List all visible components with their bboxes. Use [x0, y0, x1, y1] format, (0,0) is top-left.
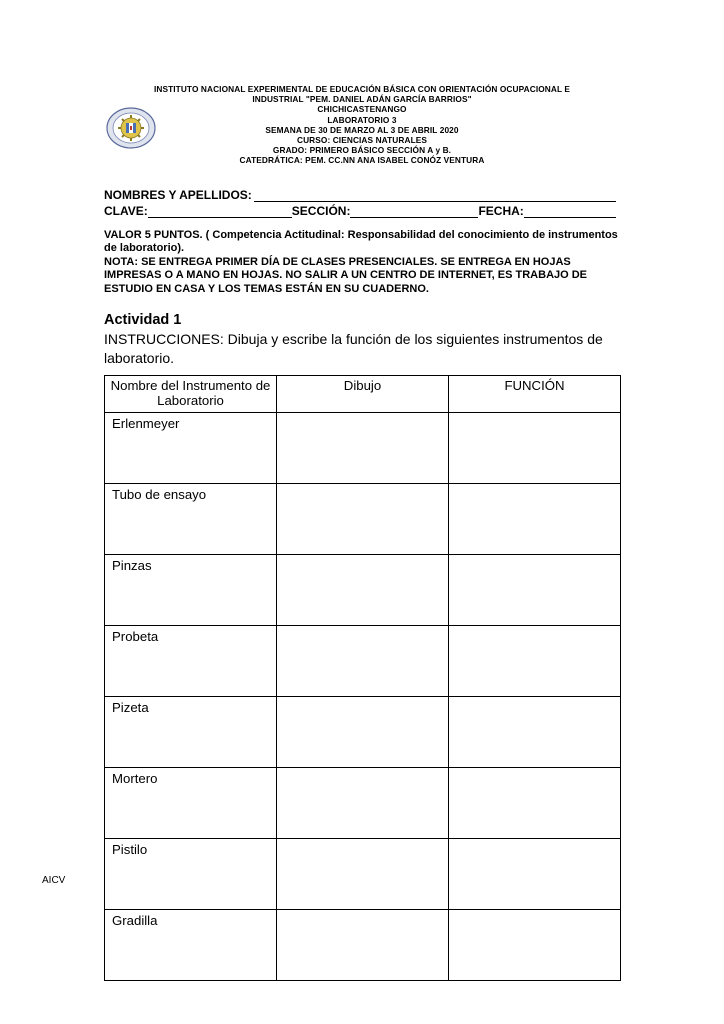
header-line-course: CURSO: CIENCIAS NATURALES: [296, 135, 428, 146]
table-row: [105, 768, 621, 839]
student-fields: [104, 186, 616, 218]
header-name: Nombre del Instrumento de Laboratorio: [105, 376, 277, 413]
clave-blank[interactable]: [148, 205, 292, 218]
activity-instructions: INSTRUCCIONES: Dibuja y escribe la función de los siguientes instrumentos de laboratorio.: [104, 331, 603, 366]
drawing-cell[interactable]: [277, 413, 449, 484]
header-drawing: Dibujo: [277, 376, 449, 413]
instrument-name: Erlenmeyer: [105, 413, 277, 484]
table-row: [105, 910, 621, 981]
table-row: [105, 626, 621, 697]
fecha-label: FECHA:: [478, 204, 524, 218]
header-line-institution-2: INDUSTRIAL "PEM. DANIEL ADÁN GARCÍA BARRIOS": [252, 94, 472, 105]
function-cell[interactable]: [449, 413, 621, 484]
author-initials: AICV: [42, 875, 66, 886]
clave-label: CLAVE:: [104, 204, 148, 218]
names-row: [104, 186, 616, 202]
header-line-lab: LABORATORIO 3: [327, 114, 397, 125]
header-line-week: SEMANA DE 30 DE MARZO AL 3 DE ABRIL 2020: [265, 124, 459, 135]
fecha-blank[interactable]: [524, 205, 616, 218]
instrument-name: Probeta: [105, 626, 277, 697]
header-function: FUNCIÓN: [449, 376, 621, 413]
instrument-name: Tubo de ensayo: [105, 484, 277, 555]
function-cell[interactable]: [449, 768, 621, 839]
names-blank[interactable]: [254, 189, 616, 202]
header-line-grade: GRADO: PRIMERO BÁSICO SECCIÓN A y B.: [272, 145, 452, 156]
table-row: [105, 413, 621, 484]
drawing-cell[interactable]: [277, 555, 449, 626]
drawing-cell[interactable]: [277, 839, 449, 910]
function-cell[interactable]: [449, 697, 621, 768]
drawing-cell[interactable]: [277, 484, 449, 555]
instrument-name: Mortero: [105, 768, 277, 839]
activity-title: Actividad 1: [104, 312, 182, 328]
seccion-blank[interactable]: [350, 205, 478, 218]
function-cell[interactable]: [449, 839, 621, 910]
drawing-cell[interactable]: [277, 910, 449, 981]
function-cell[interactable]: [449, 484, 621, 555]
seccion-label: SECCIÓN:: [291, 204, 351, 218]
function-cell[interactable]: [449, 910, 621, 981]
instrument-name: Pistilo: [105, 839, 277, 910]
table-row: [105, 839, 621, 910]
clave-row: [104, 202, 616, 218]
header-line-town: CHICHICASTENANGO: [317, 104, 407, 115]
function-cell[interactable]: [449, 555, 621, 626]
instruments-table: [104, 375, 621, 981]
document-header: [100, 84, 624, 166]
instrument-name: Pizeta: [105, 697, 277, 768]
function-cell[interactable]: [449, 626, 621, 697]
table-row: [105, 697, 621, 768]
instrument-name: Pinzas: [105, 555, 277, 626]
assignment-note: [104, 229, 624, 296]
valor-text: VALOR 5 PUNTOS. ( Competencia Actitudinal: Responsabilidad del conocimiento de instrumentos de laboratorio).: [104, 229, 618, 255]
drawing-cell[interactable]: [277, 626, 449, 697]
names-label: NOMBRES Y APELLIDOS:: [104, 188, 252, 202]
header-line-institution: INSTITUTO NACIONAL EXPERIMENTAL DE EDUCACIÓN BÁSICA CON ORIENTACIÓN OCUPACIONAL E: [153, 84, 571, 94]
table-row: [105, 484, 621, 555]
header-line-teacher: CATEDRÁTICA: PEM. CC.NN ANA ISABEL CONÓZ VENTURA: [239, 155, 485, 166]
instrument-name: Gradilla: [105, 910, 277, 981]
drawing-cell[interactable]: [277, 697, 449, 768]
drawing-cell[interactable]: [277, 768, 449, 839]
table-row: [105, 555, 621, 626]
nota-text: NOTA: SE ENTREGA PRIMER DÍA DE CLASES PRESENCIALES. SE ENTREGA EN HOJAS IMPRESAS O A MANO EN HOJAS. NO SALIR A UN CENTRO DE INTERNET, ES TRABAJO DE ESTUDIO EN CASA Y LOS TEMAS ESTÁN EN SU CUADERNO.: [104, 255, 588, 295]
